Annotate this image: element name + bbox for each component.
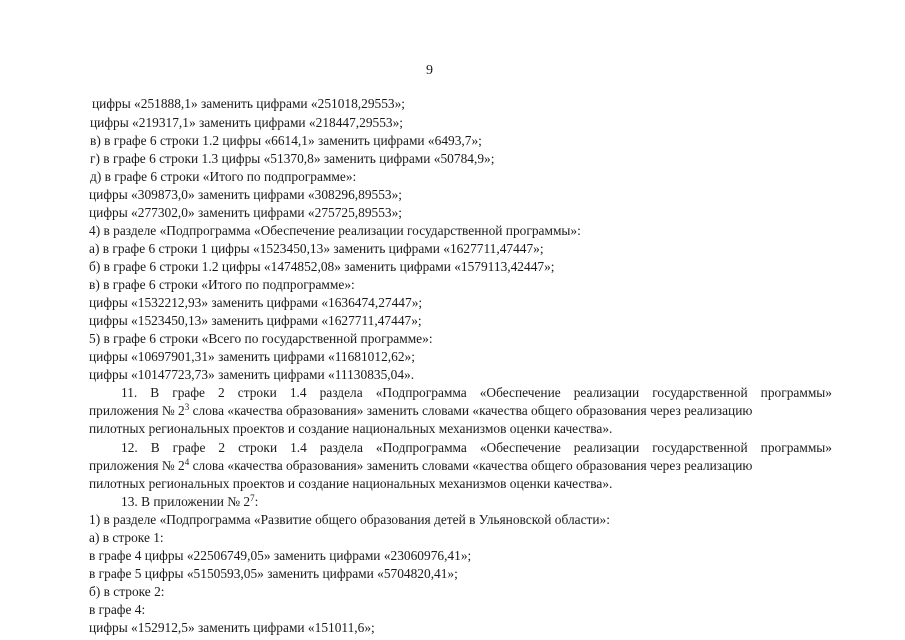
text-line: в графе 5 цифры «5150593,05» заменить цифрами «5704820,41»;	[89, 566, 458, 581]
text-line: цифры «10697901,31» заменить цифрами «11681012,62»;	[89, 349, 415, 364]
text-line: в) в графе 6 строки «Итого по подпрограмме»:	[89, 277, 355, 292]
text-line: в графе 4 цифры «22506749,05» заменить цифрами «23060976,41»;	[89, 548, 472, 563]
text-line: а) в графе 6 строки 1 цифры «1523450,13» заменить цифрами «1627711,47447»;	[89, 241, 544, 256]
paragraph-12-line-1: 12. В графе 2 строки 1.4 раздела «Подпрограмма «Обеспечение реализации государственной программы»	[121, 441, 832, 455]
appendix-ref: 13. В приложении № 2	[121, 494, 251, 509]
paragraph-11-line-1: 11. В графе 2 строки 1.4 раздела «Подпрограмма «Обеспечение реализации государственной программы»	[121, 386, 832, 400]
text-line: цифры «1532212,93» заменить цифрами «1636474,27447»;	[89, 295, 423, 310]
paragraph-12-line-3: пилотных региональных проектов и создание национальных механизмов оценки качества».	[89, 476, 613, 491]
paragraph-11-line-2	[89, 404, 831, 417]
text-line: б) в строке 2:	[89, 584, 165, 599]
paragraph-11-continuation: слова «качества образования» заменить словами «качества общего образования через реализацию	[192, 403, 753, 418]
text-line: 5) в графе 6 строки «Всего по государственной программе»:	[89, 331, 433, 346]
paragraph-11-line-3: пилотных региональных проектов и создание национальных механизмов оценки качества».	[89, 421, 613, 436]
appendix-ref: приложения № 2	[89, 458, 185, 473]
text-line: б) в графе 6 строки 1.2 цифры «1474852,08» заменить цифрами «1579113,42447»;	[89, 259, 555, 274]
text-line: 1) в разделе «Подпрограмма «Развитие общего образования детей в Ульяновской области»:	[89, 512, 610, 527]
text-line: цифры «277302,0» заменить цифрами «275725,89553»;	[89, 205, 403, 220]
appendix-ref-superscript: 3	[184, 402, 190, 412]
text-line: цифры «1523450,13» заменить цифрами «1627711,47447»;	[89, 313, 422, 328]
text-line: в) в графе 6 строки 1.2 цифры «6614,1» заменить цифрами «6493,7»;	[90, 133, 482, 148]
text-line: в графе 4:	[89, 602, 146, 617]
paragraph-12-line-2	[89, 459, 831, 472]
paragraph-13-heading	[121, 495, 258, 508]
appendix-ref-superscript: 4	[184, 457, 190, 467]
paragraph-12-continuation: слова «качества образования» заменить словами «качества общего образования через реализацию	[192, 458, 753, 473]
text-line: г) в графе 6 строки 1.3 цифры «51370,8» заменить цифрами «50784,9»;	[90, 151, 495, 166]
text-line: цифры «152912,5» заменить цифрами «151011,6»;	[89, 620, 375, 635]
text-line: цифры «219317,1» заменить цифрами «218447,29553»;	[90, 115, 404, 130]
text-line: 4) в разделе «Подпрограмма «Обеспечение реализации государственной программы»:	[89, 223, 581, 238]
heading-colon: :	[254, 494, 259, 509]
appendix-ref: приложения № 2	[89, 403, 185, 418]
text-line: д) в графе 6 строки «Итого по подпрограмме»:	[90, 169, 357, 184]
text-line: цифры «309873,0» заменить цифрами «308296,89553»;	[89, 187, 403, 202]
appendix-ref-superscript: 7	[250, 493, 255, 503]
text-line: цифры «251888,1» заменить цифрами «251018,29553»;	[92, 96, 406, 111]
text-line: а) в строке 1:	[89, 530, 164, 545]
text-line: цифры «10147723,73» заменить цифрами «11130835,04».	[89, 367, 415, 382]
page-number: 9	[426, 63, 433, 78]
